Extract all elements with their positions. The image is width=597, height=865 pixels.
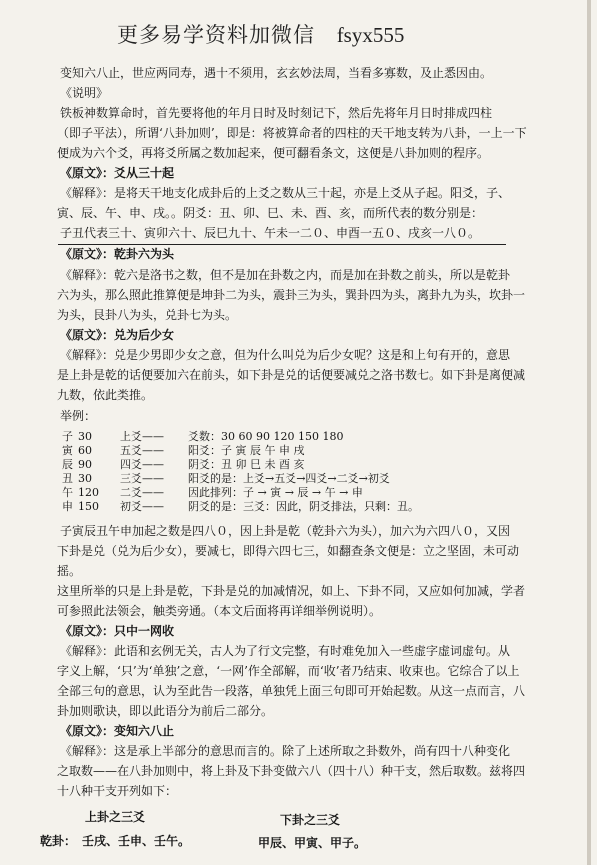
table-branch: 丑: [62, 472, 73, 485]
text-line: 《解释》：乾六是洛书之数，但不是加在卦数之内，而是加在卦数之前头，所以是乾卦: [60, 268, 511, 282]
original-text-heading: 《原文》：乾卦六为头: [60, 247, 175, 261]
table-branch: 申: [62, 500, 73, 513]
table-desc: 阳爻：子 寅 辰 午 申 戌: [188, 444, 305, 457]
text-line: 铁板神数算命时，首先要将他的年月日时及时刻记下，然后先将年月日时排成四柱: [60, 106, 493, 120]
table-desc: 阴爻：丑 卯 巳 未 酉 亥: [188, 458, 305, 471]
table-yao: 五爻——: [120, 444, 164, 457]
lower-trigram-title: 下卦之三爻: [280, 813, 341, 827]
table-value: 150: [78, 500, 99, 513]
table-branch: 子: [62, 430, 73, 443]
qian-trigram-label: 乾卦：: [40, 834, 77, 848]
upper-trigram-values: 壬戌、壬申、壬午。: [82, 834, 191, 848]
text-line: 卦加则歌诀，即以此语分为前后二部分。: [57, 704, 274, 718]
text-line: 《解释》：这是承上半部分的意思而言的。除了上述所取之卦数外，尚有四十八种变化: [60, 744, 511, 758]
text-line: 《解释》：兑是少男即少女之意，但为什么叫兑为后少女呢？这是和上句有开的，意思: [60, 348, 511, 362]
table-yao: 三爻——: [120, 472, 164, 485]
text-line: 子寅辰丑午申加起之数是四八０，因上卦是乾（乾卦六为头），加六为六四八０，又因: [60, 524, 511, 538]
text-line: 可参照此法领会，触类旁通。（本文后面将再详细举例说明）。: [57, 604, 382, 618]
text-line: 《解释》：是将天干地支化成卦后的上爻之数从三十起，亦是上爻从子起。阳爻，子、: [60, 186, 511, 200]
original-text-heading: 《原文》：只中一网收: [60, 624, 175, 638]
lower-trigram-values: 甲辰、甲寅、甲子。: [258, 836, 367, 850]
section-heading: 《说明》: [60, 86, 109, 100]
text-line: 十八种干支开列如下：: [57, 784, 178, 798]
watermark-banner: [117, 19, 404, 49]
table-value: 30: [78, 430, 92, 443]
text-line: 寅、辰、午、申、戌。。阴爻：丑、卯、巳、未、酉、亥，而所代表的数分别是：: [57, 206, 484, 220]
example-label: 举例：: [60, 409, 97, 423]
text-line: 是上卦是乾的话便要加六在前头，如下卦是兑的话便要减兑之洛书数七。如下卦是离便减: [57, 368, 526, 382]
text-line: 《解释》：此语和玄例无关，古人为了行文完整，有时难免加入一些虚字虚词虚句。从: [60, 644, 511, 658]
table-yao: 二爻——: [120, 486, 164, 499]
table-desc: 因此排列：子 → 寅 → 辰 → 午 → 申: [188, 486, 363, 499]
text-line: （即子平法），所谓‘八卦加则’，即是：将被算命者的四柱的天干地支转为八卦，一上一下: [57, 126, 527, 140]
text-line: 这里所举的只是上卦是乾，下卦是兑的加减情况，如上、下卦不同，又应如何加减，学者: [57, 584, 526, 598]
original-text-heading: 《原文》：变知六八止: [60, 724, 175, 738]
table-desc: 爻数：30 60 90 120 150 180: [188, 430, 344, 443]
table-branch: 辰: [62, 458, 73, 471]
text-line: 变知六八止，世应两同寿，遇十不须用，玄玄妙法周，当看多寡数，及止悉因由。: [60, 66, 493, 80]
table-branch: 寅: [62, 444, 73, 457]
original-text-heading: 《原文》：爻从三十起: [60, 166, 175, 180]
text-line: 六为头，那么照此推算便是坤卦二为头，震卦三为头，巽卦四为头，离卦九为头，坎卦一: [57, 288, 526, 302]
upper-trigram-title: 上卦之三爻: [85, 810, 146, 824]
table-yao: 四爻——: [120, 458, 164, 471]
original-text-heading: 《原文》：兑为后少女: [60, 328, 175, 342]
text-line: 之取数——在八卦加则中，将上卦及下卦变做六八（四十八）种干支，然后取数。兹将四: [57, 764, 526, 778]
table-branch: 午: [62, 486, 73, 499]
text-line-underlined: 子丑代表三十、寅卯六十、辰巳九十、午未一二０、申酉一五０、戌亥一八０。: [60, 226, 481, 240]
watermark-text: 更多易学资料加微信: [117, 23, 315, 47]
table-value: 30: [78, 472, 92, 485]
text-line: 为头，艮卦八为头，兑卦七为头。: [57, 308, 238, 322]
table-value: 90: [78, 458, 92, 471]
table-value: 120: [78, 486, 99, 499]
table-yao: 上爻——: [120, 430, 164, 443]
text-line: 便成为六个爻，再将爻所属之数加起来，便可翻看条文，这便是八卦加则的程序。: [57, 146, 490, 160]
table-yao: 初爻——: [120, 500, 164, 513]
text-line: 字义上解，‘只’为‘单独’之意，‘一网’作全部解，而‘收’者乃结束、收束也。它综合了以上: [57, 664, 520, 678]
text-line: 全部三句的意思，认为至此告一段落，单独凭上面三句即可开始起数。从这一点而言，八: [57, 684, 526, 698]
table-value: 60: [78, 444, 92, 457]
watermark-id: fsyx555: [336, 23, 405, 47]
table-desc: 阴爻的是：三爻：因此，阴爻排法，只剩：丑。: [188, 500, 419, 513]
page-edge-shadow: [587, 0, 591, 865]
handwritten-underline: [58, 244, 506, 245]
text-line: 摇。: [57, 564, 82, 578]
text-line: 下卦是兑（兑为后少女），要减七，即得六四七三，如翻查条文便是：立之坚固，未可动: [57, 544, 520, 558]
table-desc: 阳爻的是：上爻→五爻→四爻→二爻→初爻: [188, 472, 390, 485]
text-line: 九数，依此类推。: [57, 388, 154, 402]
